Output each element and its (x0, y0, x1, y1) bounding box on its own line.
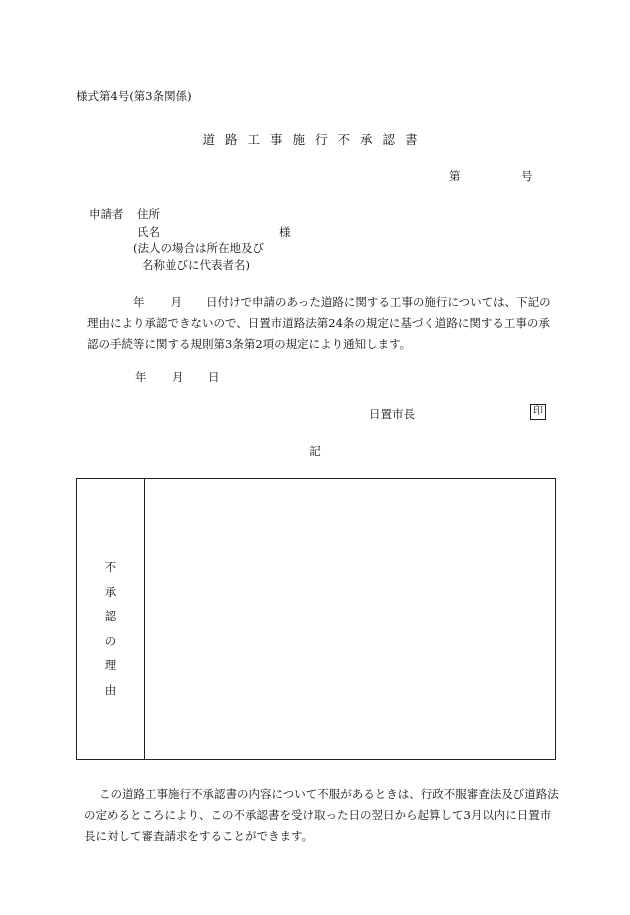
reason-content-cell[interactable] (145, 479, 555, 759)
applicant-label: 申請者 (89, 207, 124, 221)
notice-body-line1 (87, 292, 567, 313)
reason-label (77, 555, 144, 702)
appeal-notice-line1: この道路工事施行不承認書の内容について不服があるときは、行政不服審査法及び道路法 (99, 787, 559, 801)
body-line1-rest: 日付けで申請のあった道路に関する工事の施行については、下記の (206, 295, 551, 309)
appeal-notice-line2: の定めるところにより、この不承認書を受け取った日の翌日から起算して3月以内に日置市 (84, 808, 552, 822)
address-label: 住所 (137, 207, 160, 221)
reason-label-char: 認 (104, 609, 117, 623)
reason-label-char: 承 (104, 584, 117, 599)
notice-body-line3: 認の手続等に関する規則第3条第2項の規定により通知します。 (87, 337, 412, 351)
date-year: 年 (135, 370, 147, 384)
reason-table (76, 478, 556, 760)
reason-label-cell (77, 479, 145, 759)
reason-label-char: の (104, 633, 117, 648)
date-day: 日 (208, 370, 220, 384)
number-prefix: 第 (449, 169, 461, 183)
honorific-sama: 様 (279, 225, 291, 239)
name-label: 氏名 (137, 225, 160, 239)
date-month: 月 (172, 370, 184, 384)
reason-label-char: 不 (104, 560, 117, 574)
seal-mark: 印 (530, 404, 546, 420)
document-title: 道路工事施行不承認書 (202, 132, 428, 147)
appeal-notice-line3: 長に対して審査請求をすることができます。 (84, 829, 314, 843)
notice-body (87, 292, 567, 355)
body-month: 月 (170, 295, 182, 309)
ki-heading: 記 (309, 444, 321, 458)
body-year: 年 (133, 295, 145, 309)
reason-label-char: 理 (104, 658, 117, 672)
notice-body-line2: 理由により承認できないので、日置市道路法第24条の規定に基づく道路に関する工事の承 (87, 316, 550, 330)
number-suffix: 号 (521, 169, 533, 183)
appeal-notice (84, 784, 567, 847)
corporate-note-line1: (法人の場合は所在地及び (133, 241, 264, 255)
issuer-title: 日置市長 (369, 407, 415, 421)
corporate-note-line2: 名称並びに代表者名) (142, 258, 250, 272)
reason-label-char: 由 (104, 682, 117, 697)
form-number: 様式第4号(第3条関係) (76, 89, 192, 103)
